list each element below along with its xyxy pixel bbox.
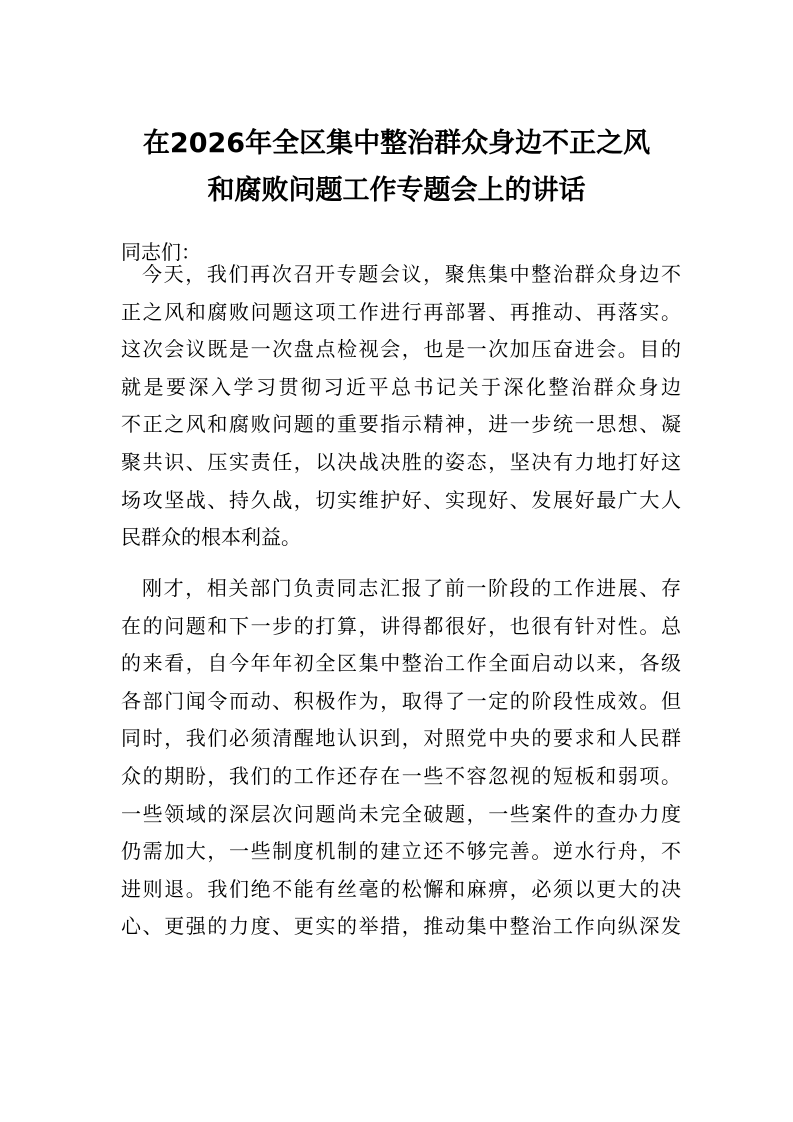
salutation: 同志们： bbox=[121, 240, 201, 264]
paragraph-2 bbox=[121, 570, 681, 946]
paragraph-2-line: 各部门闻令而动、积极作为，取得了一定的阶段性成效。但 bbox=[121, 688, 681, 713]
paragraph-1-line: 场攻坚战、持久战，切实维护好、实现好、发展好最广大人 bbox=[121, 487, 681, 512]
paragraph-2-line: 一些领域的深层次问题尚未完全破题，一些案件的查办力度 bbox=[121, 801, 681, 826]
paragraph-2-line: 同时，我们必须清醒地认识到，对照党中央的要求和人民群 bbox=[121, 726, 681, 751]
paragraph-2-line: 众的期盼，我们的工作还存在一些不容忽视的短板和弱项。 bbox=[121, 763, 681, 788]
paragraph-2-line: 仍需加大，一些制度机制的建立还不够完善。逆水行舟，不 bbox=[121, 839, 681, 864]
paragraph-2-line: 的来看，自今年年初全区集中整治工作全面启动以来，各级 bbox=[121, 651, 681, 676]
paragraph-1-line: 就是要深入学习贯彻习近平总书记关于深化整治群众身边 bbox=[121, 374, 681, 399]
document-title-line-2: 和腐败问题工作专题会上的讲话 bbox=[207, 175, 586, 206]
paragraph-2-line: 进则退。我们绝不能有丝毫的松懈和麻痹，必须以更大的决 bbox=[121, 876, 681, 901]
paragraph-2-line: 心、更强的力度、更实的举措，推动集中整治工作向纵深发 bbox=[121, 914, 681, 939]
paragraph-1-line: 民群众的根本利益。 bbox=[121, 525, 301, 550]
paragraph-1-line: 不正之风和腐败问题的重要指示精神，进一步统一思想、凝 bbox=[121, 412, 681, 437]
paragraph-2-line: 刚才，相关部门负责同志汇报了前一阶段的工作进展、存 bbox=[142, 576, 681, 600]
paragraph-1-line: 聚共识、压实责任，以决战决胜的姿态，坚决有力地打好这 bbox=[121, 449, 681, 474]
document-title-line-1: 在2026年全区集中整治群众身边不正之风 bbox=[142, 128, 651, 159]
paragraph-1-line: 这次会议既是一次盘点检视会，也是一次加压奋进会。目的 bbox=[121, 337, 681, 362]
paragraph-1-line: 正之风和腐败问题这项工作进行再部署、再推动、再落实。 bbox=[121, 299, 681, 324]
paragraph-1 bbox=[121, 256, 681, 557]
paragraph-1-line: 今天，我们再次召开专题会议，聚焦集中整治群众身边不 bbox=[142, 262, 681, 286]
paragraph-2-line: 在的问题和下一步的打算，讲得都很好，也很有针对性。总 bbox=[121, 613, 681, 638]
